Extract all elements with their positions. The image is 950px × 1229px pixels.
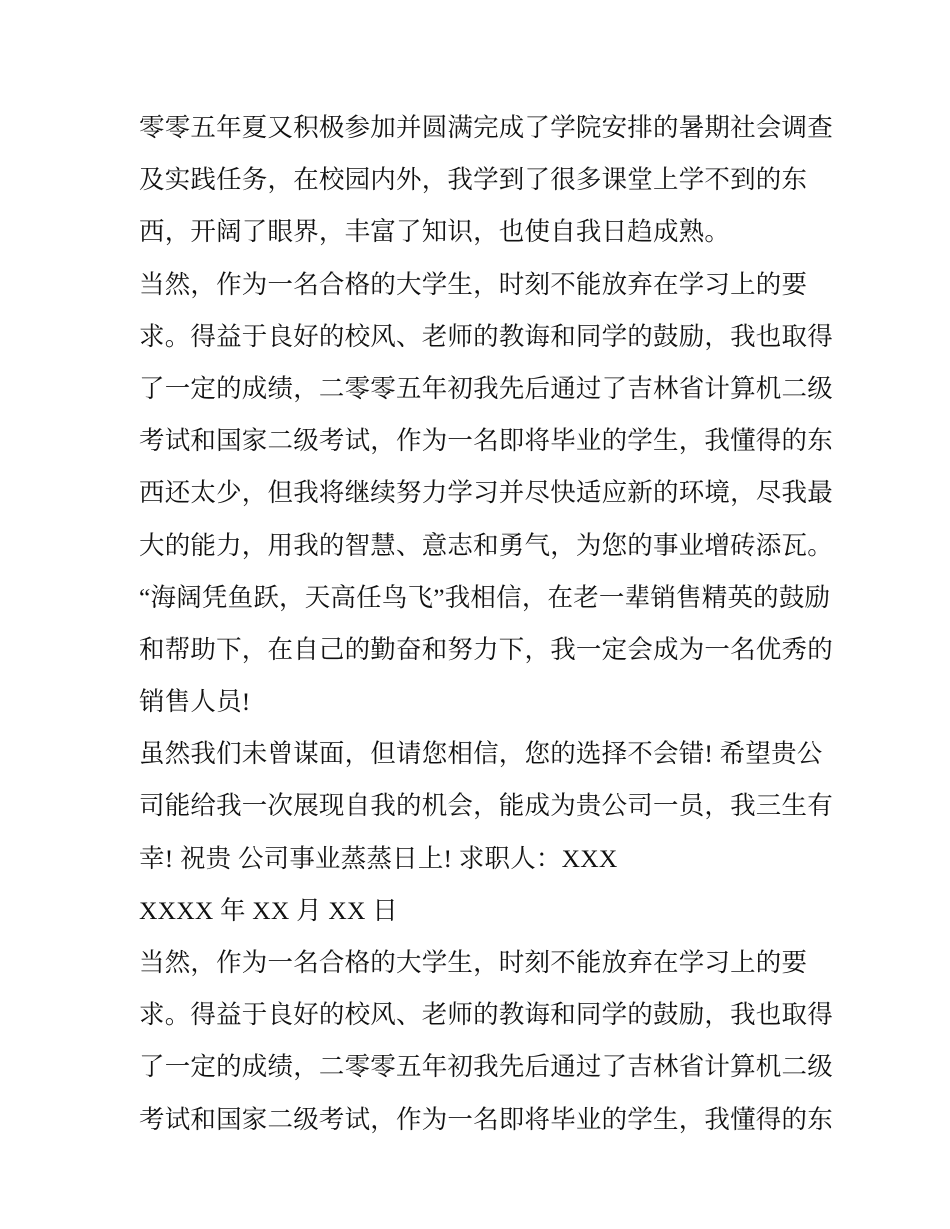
text-line: 零零五年夏又积极参加并圆满完成了学院安排的暑期社会调查	[139, 113, 833, 142]
text-line: 和帮助下，在自己的勤奋和努力下，我一定会成为一名优秀的	[139, 634, 833, 664]
text-line: 考试和国家二级考试，作为一名即将毕业的学生，我懂得的东	[139, 426, 833, 456]
text-line: 及实践任务，在校园内外，我学到了很多课堂上学不到的东	[139, 165, 808, 195]
text-line: 了一定的成绩，二零零五年初我先后通过了吉林省计算机二级	[139, 373, 833, 403]
text-line: 考试和国家二级考试，作为一名即将毕业的学生，我懂得的东	[139, 1104, 833, 1134]
date-line: XXXX 年 XX 月 XX 日	[139, 895, 398, 925]
text-line: 司能给我一次展现自我的机会，能成为贵公司一员，我三生有	[139, 791, 833, 821]
text-line: 当然，作为一名合格的大学生，时刻不能放弃在学习上的要	[139, 269, 808, 299]
text-line: 求。得益于良好的校风、老师的教诲和同学的鼓励，我也取得	[139, 1000, 833, 1030]
text-line: 虽然我们未曾谋面，但请您相信，您的选择不会错! 希望贵公	[139, 739, 823, 769]
text-line: 销售人员!	[139, 687, 251, 717]
document-body	[139, 102, 833, 1146]
text-line: 了一定的成绩，二零零五年初我先后通过了吉林省计算机二级	[139, 1052, 833, 1082]
text-line: 当然，作为一名合格的大学生，时刻不能放弃在学习上的要	[139, 948, 808, 977]
text-line: 求。得益于良好的校风、老师的教诲和同学的鼓励，我也取得	[139, 321, 833, 351]
text-line: 幸! 祝贵 公司事业蒸蒸日上! 求职人：XXX	[139, 843, 618, 873]
text-line: 西，开阔了眼界，丰富了知识，也使自我日趋成熟。	[139, 217, 731, 247]
text-line: 西还太少，但我将继续努力学习并尽快适应新的环境，尽我最	[139, 478, 833, 508]
text-line: “海阔凭鱼跃，天高任鸟飞”我相信，在老一辈销售精英的鼓励	[139, 582, 831, 612]
text-line: 大的能力，用我的智慧、意志和勇气，为您的事业增砖添瓦。	[139, 530, 833, 560]
